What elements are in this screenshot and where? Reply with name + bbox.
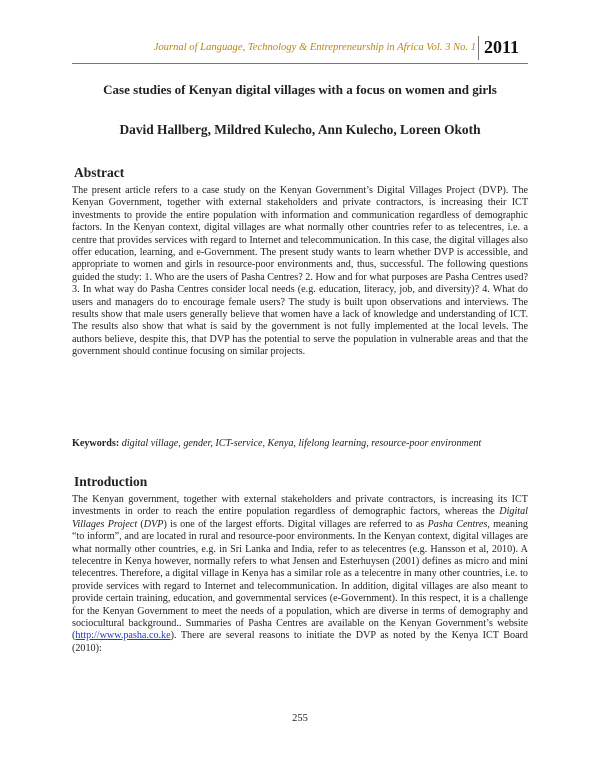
intro-text-2: (	[137, 518, 144, 530]
intro-dvp-name: Digital Villages Project	[72, 506, 528, 530]
intro-pasha-centres: Pasha Centres	[427, 518, 488, 530]
header-divider	[478, 36, 479, 60]
intro-text-4: , meaning “to inform”, and are located in rural and resource-poor environments. In the Kenyan context, digital villages are what normally other countries, e.g. in Sri Lanka and India, refer to as telecentres (e.g. Hansson et al, 2010). A telecentre in Kenya however, normally refers to what Jensen and Esterhuysen (2001) defines as micro and mini telecentres. Therefore, a digital village in Kenya has a similar role as a telecentre in many other countries, i.e. to provide services with regard to Internet and telecommunication. In addition, digital villages are also meant to provide certain training, education, and governmental services (e-Government). In this respect, it is a challenge for the Kenyan Government to meet the needs of a population, which are diverse in terms of demography and sociocultural background.. Summaries of Pasha Centres are available on the Kenyan Government’s website (	[72, 518, 528, 642]
header-rule	[72, 63, 528, 64]
paper-authors: David Hallberg, Mildred Kulecho, Ann Kulecho, Loreen Okoth	[119, 122, 481, 137]
introduction-heading: Introduction	[74, 474, 148, 489]
pasha-website-link[interactable]: http://www.pasha.co.ke	[75, 630, 171, 642]
keywords-value: digital village, gender, ICT-service, Kenya, lifelong learning, resource-poor environment	[121, 438, 482, 449]
introduction-body	[72, 494, 528, 655]
abstract-heading: Abstract	[74, 165, 125, 180]
page-number: 255	[292, 713, 308, 724]
intro-text-5: ). There are several reasons to initiate the DVP as noted by the Kenya ICT Board (2010):	[72, 630, 528, 654]
intro-text-1: The Kenyan government, together with external stakeholders and private contractors, is increasing its ICT investments in order to reach the entire population regardless of demographic factors, whereas the	[72, 494, 528, 518]
journal-title: Journal of Language, Technology & Entrepreneurship in Africa Vol. 3 No. 1	[153, 42, 476, 53]
keywords	[72, 438, 528, 450]
keywords-label: Keywords:	[72, 438, 120, 449]
header-year: 2011	[484, 37, 520, 57]
intro-text-3: ) is one of the largest efforts. Digital villages are referred to as	[163, 518, 428, 530]
intro-dvp-abbr: DVP	[143, 518, 164, 530]
paper-title: Case studies of Kenyan digital villages with a focus on women and girls	[103, 82, 497, 97]
page-header	[0, 30, 600, 64]
abstract-body: The present article refers to a case study on the Kenyan Government’s Digital Villages Project (DVP). The Kenyan Government, together with external stakeholders and private contractors, is increasing their ICT investments to provide the entire population with information and communication regardless of demographic factors. In the Kenyan context, digital villages are what normally other countries refer to as telecentres, i.e. a centre that provides services with regard to Internet and telecommunication. In this case, the digital villages also offer education, learning, and e-Government. The present study wants to learn whether DVP is accessible, and appropriate to women and girls in resource-poor environments and, thus, successful. The following questions guided the study: 1. Who are the users of Pasha Centres? 2. How and for what purposes are Pasha Centres used? 3. In what way do Pasha Centres consider local needs (e.g. education, literacy, job, and diversity)? 4. What do users and managers do to encourage female users? The study is built upon observations and interviews. The results show that male users generally believe that women have a lack of knowledge and understanding of ICT. The results also show that what is said by the government is not fully implemented at the local levels. The authors believe, despite this, that DVP has the potential to serve the population in vulnerable areas and that the government should continue focusing on similar projects.	[72, 185, 528, 358]
